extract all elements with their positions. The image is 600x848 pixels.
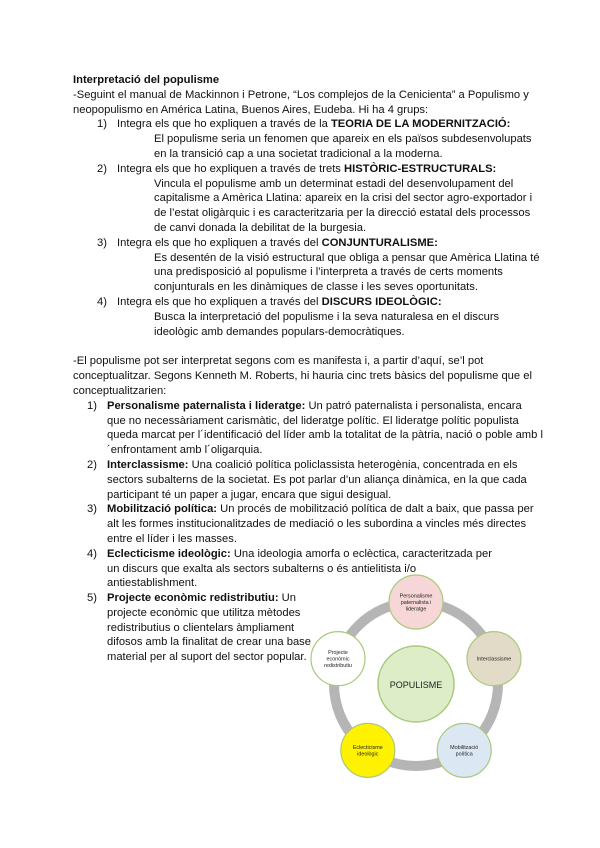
list-item <box>73 458 543 502</box>
list-item <box>73 236 543 295</box>
item-number: 2) <box>97 162 107 175</box>
item-text: Un projecte econòmic que utilitza mètodes redistributius o clientelars àmpliament difosos amb la finalitat de crear una base material per al suport del sector popular. <box>107 592 311 664</box>
list-item <box>73 399 543 458</box>
list-item <box>73 117 543 161</box>
item-keyword: DISCURS IDEOLÒGIC: <box>321 295 442 308</box>
node-label: Personalisme <box>399 593 433 600</box>
item-description: Busca la interpretació del populisme i la seva naturalesa en el discurs ideològic amb demandes populars-democràtiques. <box>154 310 500 338</box>
item-number: 3) <box>97 236 107 249</box>
section-title: Interpretació del populisme <box>73 74 220 86</box>
item-text: Un procés de mobilització política de dalt a baix, que passa per alt les formes institucionalitzades de mediació o les subordina a vincles més directes entre el líder i les masses. <box>107 503 534 545</box>
item-text: Un patró paternalista i personalista, encara que no necessàriament carismàtic, del lideratge polític. El lideratge polític populista queda marcat per l´identificació del líder amb la totalitat de la pàtria, nació o poble amb l´enfrontament amb l´oligarquia. <box>107 399 543 457</box>
item-number: 1) <box>97 118 107 131</box>
item-description: Vincula el populisme amb un determinat estadi del desenvolupament del capitalisme a Amèrica Llatina: apareix en la crisi del sector agro-exportador i de l’estat oligàrquic i es caracteritzaria per la direcció estatal dels processos de canvi donada la debilitat de la burgesia. <box>154 177 533 234</box>
node-label: Interclassisme <box>476 656 512 663</box>
node-label: Eclecticisme <box>352 745 383 752</box>
node-mobilitzacio <box>437 723 491 777</box>
node-label: paternalista i <box>400 600 432 606</box>
node-interclassisme <box>467 632 521 686</box>
item-keyword: CONJUNTURALISME: <box>321 236 438 249</box>
node-label: Projecte <box>328 650 348 657</box>
item-keyword: TEORIA DE LA MODERNITZACIÓ: <box>330 118 511 131</box>
item-description: El populisme seria un fenomen que apareix en els països subdesenvolupats en la transició cap a una societat tradicional a la moderna. <box>154 133 532 160</box>
item-description: Es desentén de la visió estructural que obliga a pensar que Amèrica Llatina té una predisposició al populisme i l’interpreta a través de certs moments conjunturals en les dinàmiques de classe i les seves oportunitats. <box>154 251 540 294</box>
item-number: 4) <box>87 547 97 560</box>
populism-cycle-diagram <box>300 570 540 796</box>
item-keyword: Projecte econòmic redistributiu: <box>107 592 279 605</box>
item-number: 5) <box>87 592 97 605</box>
item-number: 2) <box>87 458 97 471</box>
node-label: política <box>455 751 473 758</box>
node-eclecticisme <box>341 723 395 777</box>
node-label: redistributiu <box>324 663 352 670</box>
groups-list <box>73 117 543 339</box>
item-lead: Integra els que ho expliquen a través del <box>117 236 322 249</box>
item-keyword: Personalisme paternalista i lideratge: <box>107 399 306 412</box>
item-number: 4) <box>97 295 107 308</box>
intro-paragraph: -Seguint el manual de Mackinnon i Petrone, “Los complejos de la Cenicienta” a Populismo y neopopulismo en América Latina, Buenos Aires, Eudeba. Hi ha 4 grups: <box>73 88 529 116</box>
item-text: Una coalició política policlassista heterogènia, concentrada en els sectors subalterns de la societat. Es pot parlar d’un aliança dinàmica, en la que cada participant té un paper a jugar, encara que sigui desigual. <box>107 458 527 501</box>
node-label: Mobilització <box>450 745 479 752</box>
list-item <box>73 502 543 546</box>
center-label: POPULISME <box>389 680 443 690</box>
item-number: 3) <box>87 503 97 516</box>
item-lead: Integra els que ho expliquen a través de la <box>117 118 331 131</box>
node-projecte <box>311 632 365 686</box>
item-keyword: Interclassisme: <box>107 458 189 471</box>
item-text: Una ideologia amorfa o eclèctica, caracteritzada per un discurs que exalta als sectors subalterns o és antielitista i/o antiestablishment. <box>107 547 492 590</box>
node-label: econòmic <box>326 656 350 663</box>
item-keyword: HISTÒRIC-ESTRUCTURALS: <box>344 162 497 175</box>
item-keyword: Eclecticisme ideològic: <box>107 547 231 560</box>
node-label: ideològic <box>357 751 379 758</box>
node-personalisme <box>389 575 443 629</box>
item-lead: Integra els que ho expliquen a través del <box>117 295 322 308</box>
roberts-paragraph: -El populisme pot ser interpretat segons com es manifesta i, a partir d’aquí, se’l pot conceptualitzar. Segons Kenneth M. Roberts, hi hauria cinc trets bàsics del populisme que el conceptualitzarien: <box>73 355 532 397</box>
item-lead: Integra els que ho expliquen a través de trets <box>117 162 345 175</box>
list-item <box>73 162 543 236</box>
item-number: 1) <box>87 399 97 412</box>
list-item <box>73 295 543 339</box>
node-label: lideratge <box>405 606 427 613</box>
item-keyword: Mobilització política: <box>107 503 218 516</box>
